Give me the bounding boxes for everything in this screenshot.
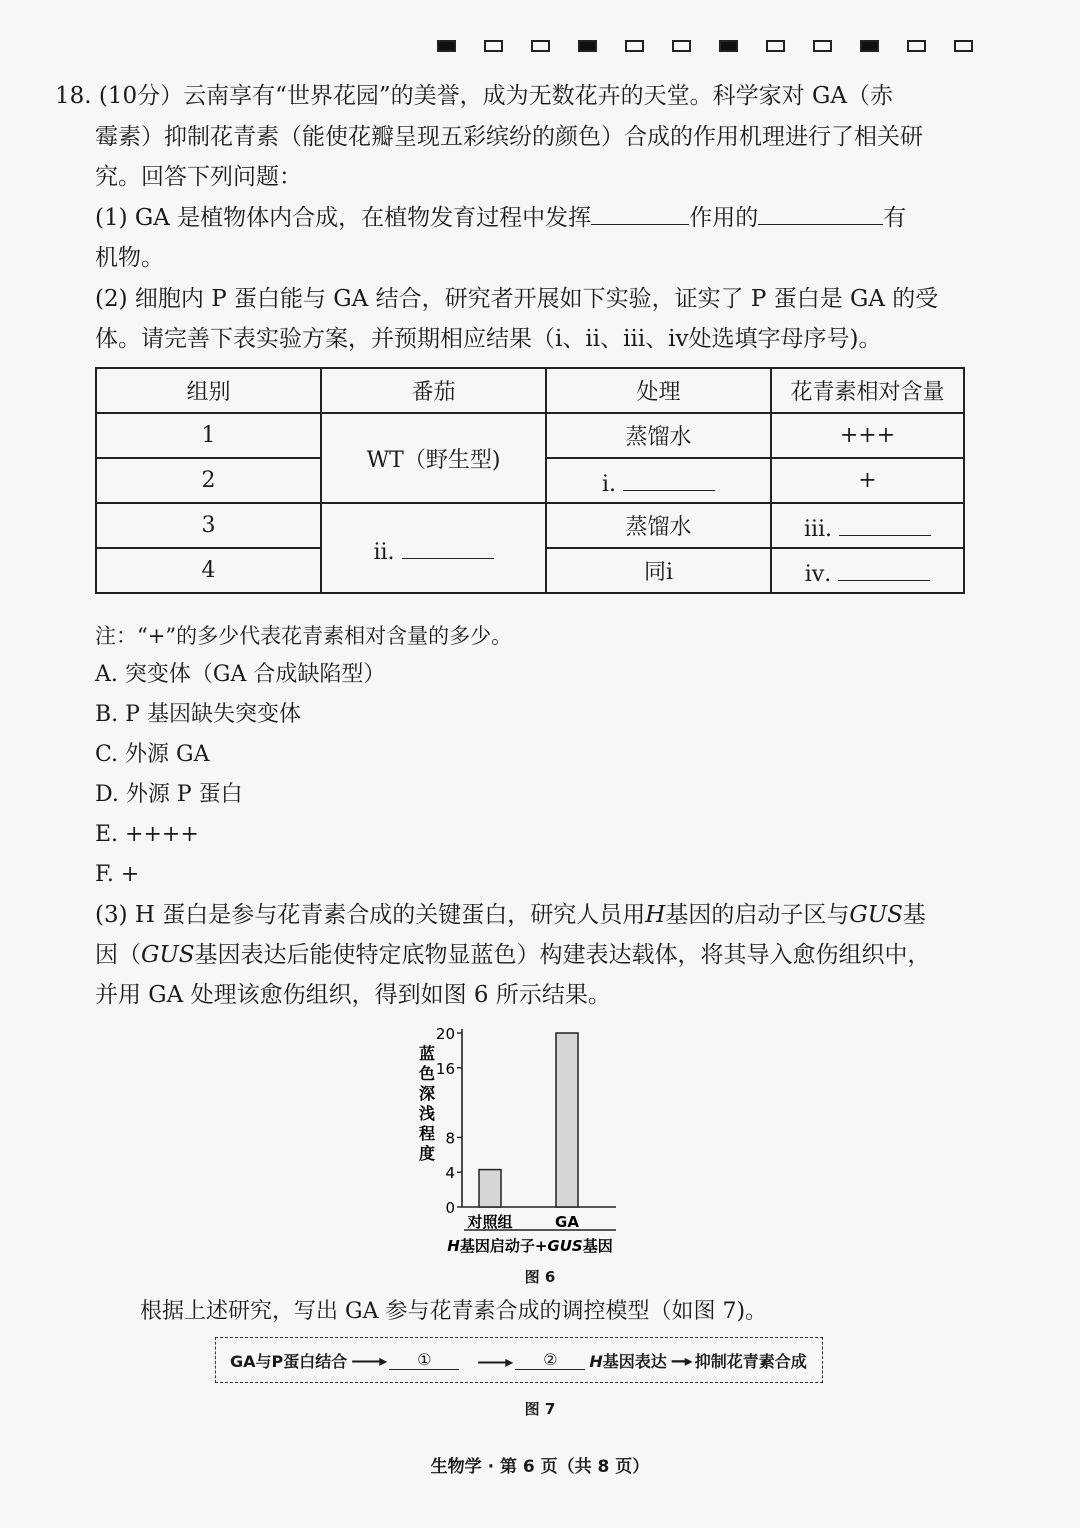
q2-line-1: (2) 细胞内 P 蛋白能与 GA 结合，研究者开展如下实验，证实了 P 蛋白是 GA 的受 bbox=[95, 285, 939, 312]
category-label: 对照组 bbox=[467, 1213, 513, 1231]
empty-square-mark bbox=[954, 40, 973, 52]
bar bbox=[479, 1170, 501, 1207]
header-group: 组别 bbox=[96, 368, 321, 413]
y-tick-label: 4 bbox=[445, 1164, 455, 1183]
table-row: 3 ⅱ. 蒸馏水 ⅲ. bbox=[96, 503, 964, 548]
empty-square-mark bbox=[625, 40, 644, 52]
model-slot-2[interactable]: ② bbox=[515, 1350, 585, 1370]
answer-blank-1[interactable] bbox=[591, 198, 689, 225]
x-axis-label: H基因启动子+GUS基因 bbox=[447, 1237, 613, 1255]
empty-square-mark bbox=[766, 40, 785, 52]
empty-square-mark bbox=[672, 40, 691, 52]
model-h-gene: H基因表达 bbox=[589, 1351, 667, 1371]
q1-line-end: 机物。 bbox=[95, 245, 164, 271]
option-c: C. 外源 GA bbox=[95, 742, 210, 767]
figure-7-model bbox=[215, 1337, 823, 1383]
table-row: 4 同ⅰ ⅳ. bbox=[96, 548, 964, 593]
blank-iii[interactable] bbox=[839, 509, 931, 536]
header-treatment: 处理 bbox=[546, 368, 771, 413]
table-row: 2 ⅰ. + bbox=[96, 458, 964, 503]
q-line-1: 18. (10分）云南享有“世界花园”的美誉，成为无数花卉的天堂。科学家对 GA（赤 bbox=[55, 83, 893, 109]
model-end: 抑制花青素合成 bbox=[694, 1351, 807, 1371]
empty-square-mark bbox=[813, 40, 832, 52]
y-label-char: 浅 bbox=[418, 1104, 436, 1123]
y-label-char: 程 bbox=[418, 1124, 436, 1143]
y-tick-label: 20 bbox=[435, 1025, 455, 1043]
figure-7-caption: 图 7 bbox=[524, 1400, 556, 1418]
arrow-icon: ——▸ bbox=[351, 1350, 386, 1370]
header-tomato: 番茄 bbox=[321, 368, 546, 413]
header-anthocyanin: 花青素相对含量 bbox=[771, 368, 964, 413]
option-e: E. ++++ bbox=[95, 822, 199, 847]
filled-square-mark bbox=[437, 40, 456, 52]
y-label-char: 度 bbox=[418, 1144, 436, 1163]
y-axis-label bbox=[419, 1044, 435, 1163]
filled-square-mark bbox=[719, 40, 738, 52]
empty-square-mark bbox=[484, 40, 503, 52]
y-tick-label: 8 bbox=[445, 1129, 455, 1148]
y-tick-label: 0 bbox=[445, 1199, 455, 1217]
bar bbox=[556, 1033, 578, 1207]
empty-square-mark bbox=[531, 40, 550, 52]
question-3 bbox=[95, 895, 970, 1015]
model-start: GA与P蛋白结合 bbox=[230, 1351, 348, 1371]
figure-6-caption: 图 6 bbox=[524, 1268, 556, 1286]
question-18 bbox=[55, 76, 970, 360]
option-b: B. P 基因缺失突变体 bbox=[95, 702, 301, 727]
model-prompt: 根据上述研究，写出 GA 参与花青素合成的调控模型（如图 7)。 bbox=[140, 1299, 768, 1324]
experiment-table bbox=[95, 367, 965, 594]
empty-square-mark bbox=[907, 40, 926, 52]
option-f: F. + bbox=[95, 862, 140, 887]
header-marks bbox=[437, 40, 1001, 52]
table-note: 注：“+”的多少代表花青素相对含量的多少。 bbox=[95, 624, 513, 648]
y-label-char: 蓝 bbox=[418, 1044, 436, 1063]
options-list bbox=[95, 655, 385, 895]
filled-square-mark bbox=[578, 40, 597, 52]
arrow-icon: ---▸ bbox=[670, 1350, 691, 1370]
q-line-3: 究。回答下列问题： bbox=[95, 164, 302, 190]
table-header-row bbox=[96, 368, 964, 413]
q3-line-1: (3) H 蛋白是参与花青素合成的关键蛋白，研究人员用H基因的启动子区与GUS基 bbox=[95, 902, 926, 928]
result-iv-cell: ⅳ. bbox=[771, 548, 964, 593]
blank-i[interactable] bbox=[623, 464, 715, 491]
q3-line-3: 并用 GA 处理该愈伤组织，得到如图 6 所示结果。 bbox=[95, 982, 611, 1008]
treatment-i-cell: ⅰ. bbox=[546, 458, 771, 503]
y-tick-label: 16 bbox=[435, 1059, 455, 1078]
model-slot-1[interactable]: ① bbox=[389, 1350, 459, 1370]
blank-ii[interactable] bbox=[402, 532, 494, 559]
q-line-2: 霉素）抑制花青素（能使花瓣呈现五彩缤纷的颜色）合成的作用机理进行了相关研 bbox=[95, 123, 923, 150]
page-footer: 生物学 · 第 6 页（共 8 页） bbox=[430, 1457, 650, 1477]
answer-blank-2[interactable] bbox=[758, 198, 883, 225]
option-d: D. 外源 P 蛋白 bbox=[95, 782, 243, 807]
category-label: GA bbox=[555, 1213, 579, 1231]
q1-line: (1) GA 是植物体内合成，在植物发育过程中发挥 作用的 有 bbox=[55, 198, 970, 239]
tomato-ii-cell: ⅱ. bbox=[321, 503, 546, 593]
blank-iv[interactable] bbox=[838, 554, 930, 581]
q2-line-2: 体。请完善下表实验方案，并预期相应结果（ⅰ、ⅱ、ⅲ、ⅳ处选填字母序号)。 bbox=[95, 326, 882, 352]
q3-line-2: 因（GUS基因表达后能使特定底物显蓝色）构建表达载体，将其导入愈伤组织中， bbox=[95, 942, 931, 968]
option-a: A. 突变体（GA 合成缺陷型） bbox=[95, 662, 386, 687]
y-label-char: 色 bbox=[418, 1064, 436, 1083]
table-row: 1 WT（野生型) 蒸馏水 +++ bbox=[96, 413, 964, 458]
tomato-wt: WT（野生型) bbox=[321, 413, 546, 503]
y-label-char: 深 bbox=[418, 1084, 436, 1103]
filled-square-mark bbox=[860, 40, 879, 52]
figure-6-chart bbox=[400, 1015, 640, 1265]
arrow-icon: ——▸ bbox=[463, 1351, 512, 1371]
result-iii-cell: ⅲ. bbox=[771, 503, 964, 548]
